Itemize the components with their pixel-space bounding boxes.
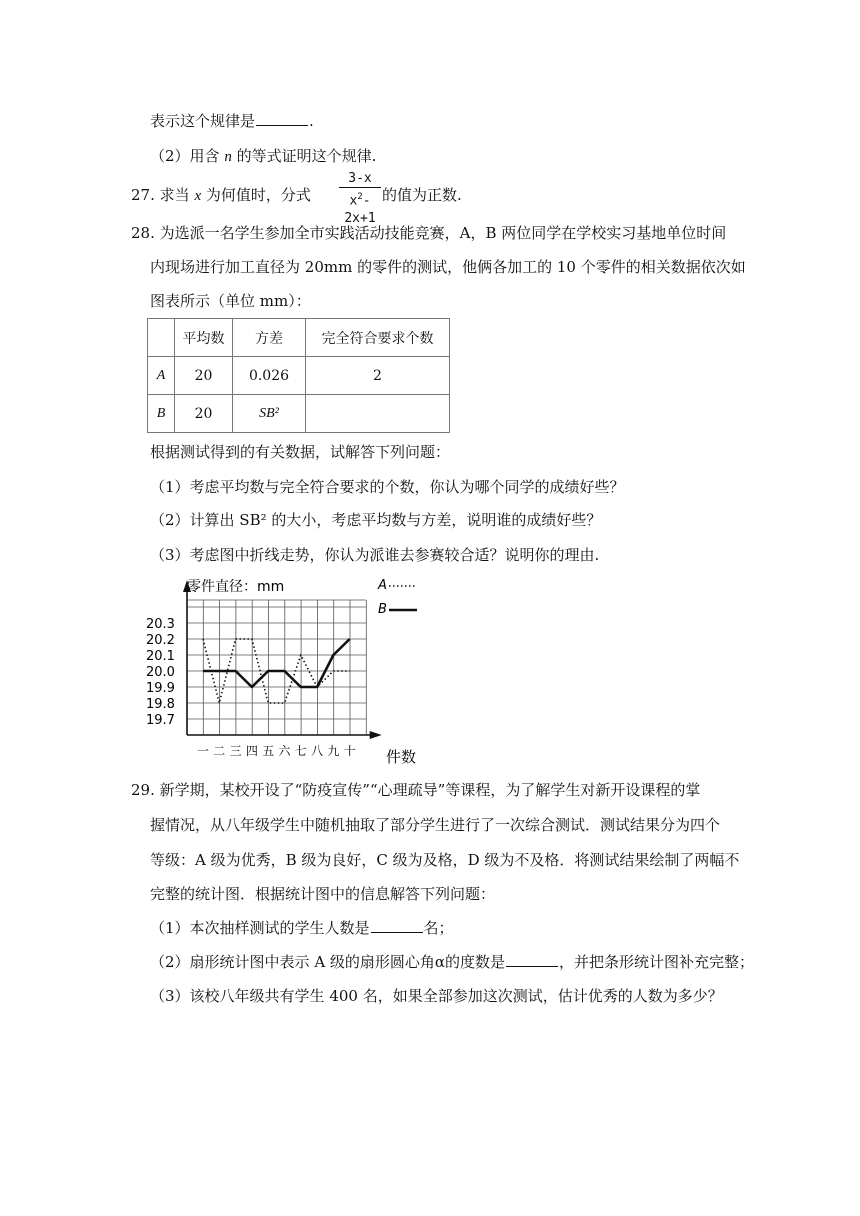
x-tick-label: 四 [245,744,258,758]
y-tick-label: 20.3 [146,617,175,632]
table-row [148,395,450,433]
table-cell: A [148,357,175,395]
y-tick-labels [146,617,175,728]
x-tick-label: 十 [343,744,356,758]
q29-sub1 [150,917,454,939]
chart-grid [187,600,366,735]
y-tick-label: 19.7 [146,713,175,728]
q28-intro [150,441,450,463]
table-header-cell [148,319,175,357]
q29-text-4: 完整的统计图．根据统计图中的信息解答下列问题： [150,885,496,903]
table-cell: SB² [233,395,306,433]
q28-sub1-text: （1）考虑平均数与完全符合要求的个数，你认为哪个同学的成绩好些？ [150,478,625,496]
q29-line1 [131,779,700,801]
x-axis-label: 件数 [386,748,417,766]
q28-line2 [150,256,746,278]
table-header-row [148,319,450,357]
x-tick-label: 八 [311,744,324,758]
legend-label-A: A [378,578,387,593]
q28-sub2 [150,509,601,531]
q26-text: 表示这个规律是 [150,112,256,130]
table-header-cell: 方差 [233,319,306,357]
answer-blank [371,917,423,933]
x-tick-label: 五 [262,744,275,758]
y-tick-label: 19.8 [146,697,175,712]
fraction-numerator: 3-x [339,170,381,188]
answer-blank [506,951,558,967]
x-tick-label: 六 [278,744,291,758]
y-tick-label: 20.2 [146,633,175,648]
q26-period: . [309,112,314,130]
den-exponent: 2 [357,192,363,202]
question-number: 29. [131,781,155,799]
q29-line2 [150,814,720,836]
q27-post [382,184,462,206]
y-tick-label: 20.0 [146,665,175,680]
x-axis-arrow [370,731,382,739]
q28-text-1: 为选派一名学生参加全市实践活动技能竞赛，A，B 两位同学在学校实习基地单位时间 [159,224,727,242]
q28-intro-text: 根据测试得到的有关数据，试解答下列问题： [150,443,451,461]
q28-sub3 [150,544,599,566]
chart-axes [183,580,382,739]
fraction [339,170,381,228]
data-table [147,318,450,433]
table-cell: 20 [175,357,233,395]
question-number: 27. [131,186,155,204]
q29-sub3 [150,985,723,1007]
table-cell: 0.026 [233,357,306,395]
x-tick-labels [197,743,356,758]
q28-line1 [131,222,726,244]
x-tick-label: 一 [197,744,210,758]
table-row [148,357,450,395]
legend-label-B: B [378,602,387,617]
q29-sub3-text: （3）该校八年级共有学生 400 名，如果全部参加这次测试，估计优秀的人数为多少？ [150,987,723,1005]
q29-sub1-text: （1）本次抽样测试的学生人数是 [150,919,370,937]
q27-pre: 求当 [159,186,190,204]
table-header-cell: 平均数 [175,319,233,357]
table-header-cell: 完全符合要求个数 [306,319,450,357]
answer-blank [256,110,308,126]
q26-line1 [150,110,314,132]
q27-line [131,184,311,207]
q26-sub2-end: 的等式证明这个规律. [236,147,377,165]
q29-sub2 [150,951,754,973]
variable-n: n [224,149,232,165]
series-line-B [203,639,350,687]
q28-text-3: 图表所示（单位 mm）： [150,292,311,310]
y-tick-label: 19.9 [146,681,175,696]
q29-text-2: 握情况，从八年级学生中随机抽取了部分学生进行了一次综合测试．测试结果分为四个 [150,816,721,834]
variable-x: x [194,188,202,204]
x-tick-label: 九 [327,744,340,758]
q28-sub3-text: （3）考虑图中折线走势，你认为派谁去参赛较合适？说明你的理由. [150,546,600,564]
q28-sub2-text: （2）计算出 SB² 的大小，考虑平均数与方差，说明谁的成绩好些？ [150,511,602,529]
q29-line3 [150,849,739,871]
x-tick-label: 七 [294,744,307,758]
q26-sub2-text: （2）用含 [150,147,220,165]
q29-sub2-end: ，并把条形统计图补充完整； [559,953,755,971]
den-part-a: x [349,193,358,209]
table-cell [306,395,450,433]
x-tick-label: 三 [229,744,242,758]
q29-text-1: 新学期，某校开设了“防疫宣传”“心理疏导”等课程，为了解学生对新开设课程的掌 [159,781,701,799]
y-axis-label: 零件直径：mm [187,579,285,595]
q29-text-3: 等级：A 级为优秀，B 级为良好，C 级为及格，D 级为不及格．将测试结果绘制了两幅不 [150,851,740,869]
q28-text-2: 内现场进行加工直径为 20mm 的零件的测试，他俩各加工的 10 个零件的相关数据依次如 [150,258,746,276]
table-cell: B [148,395,175,433]
q27-post-text: 的值为正数. [382,186,462,204]
table-cell: 2 [306,357,450,395]
q27-mid: 为何值时，分式 [205,186,311,204]
line-chart [140,572,430,767]
q26-line2 [150,145,376,168]
table-cell: 20 [175,395,233,433]
chart-legend [377,578,417,617]
q29-sub1-end: 名； [423,919,454,937]
question-number: 28. [131,224,155,242]
y-tick-label: 20.1 [146,649,175,664]
x-tick-label: 二 [213,744,226,758]
q28-line3 [150,290,311,312]
q29-line4 [150,883,495,905]
den-part-b: -2x+1 [344,193,376,227]
q28-sub1 [150,476,625,498]
q29-sub2-text: （2）扇形统计图中表示 A 级的扇形圆心角α的度数是 [150,953,506,971]
